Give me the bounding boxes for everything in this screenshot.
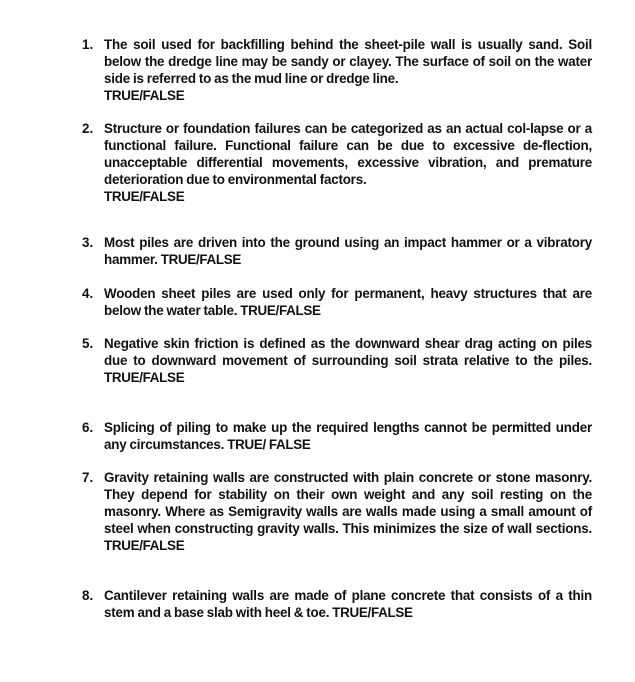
question-4 (82, 285, 592, 319)
question-text: Negative skin friction is defined as the downward shear drag acting on piles due to downward movement of surrounding soil strata relative to the piles. (104, 336, 592, 368)
question-text: Most piles are driven into the ground using an impact hammer or a vibratory hammer. (104, 235, 592, 267)
question-number: 8. (82, 588, 94, 603)
question-2 (82, 120, 592, 205)
question-number: 1. (82, 37, 94, 52)
true-false-answer: TRUE/FALSE (104, 538, 185, 553)
question-text: Gravity retaining walls are constructed with plain concrete or stone masonry. They depend for stability on their own weight and any soil resting on the masonry. Where as Semigravity walls are walls made using a small amount of steel when constructing gravity walls. This minimizes the size of wall sections. (104, 470, 592, 536)
question-text: The soil used for backfilling behind the sheet-pile wall is usually sand. Soil below the dredge line may be sandy or clayey. The surface of soil on the water side is referred to as the mud line or dredge line. (104, 37, 592, 86)
question-text: Wooden sheet piles are used only for permanent, heavy structures that are below the water table. (104, 286, 592, 318)
true-false-answer: TRUE/ FALSE (227, 437, 311, 452)
true-false-answer: TRUE/FALSE (160, 252, 242, 267)
question-number: 6. (82, 420, 94, 435)
question-6 (82, 419, 592, 453)
question-7 (82, 469, 592, 554)
question-3 (82, 234, 592, 268)
question-number: 5. (82, 336, 94, 351)
true-false-answer: TRUE/FALSE (104, 189, 185, 204)
question-5 (82, 335, 592, 386)
question-1 (82, 36, 592, 104)
question-text: Splicing of piling to make up the required lengths cannot be permitted under any circumstances. (104, 420, 592, 452)
question-number: 2. (82, 121, 94, 136)
true-false-answer: TRUE/FALSE (104, 370, 185, 385)
question-8 (82, 587, 592, 621)
true-false-answer: TRUE/FALSE (332, 605, 413, 620)
question-number: 7. (82, 470, 94, 485)
true-false-answer: TRUE/FALSE (240, 303, 321, 318)
true-false-answer: TRUE/FALSE (104, 88, 185, 103)
question-text: Cantilever retaining walls are made of plane concrete that consists of a thin stem and a base slab with heel & toe. (104, 588, 592, 620)
question-number: 3. (82, 235, 94, 250)
question-number: 4. (82, 286, 94, 301)
question-text: Structure or foundation failures can be categorized as an actual col-lapse or a functional failure. Functional failure can be due to excessive de-flection, unacceptable differential movements, excessive vibration, and premature deterioration due to environmental factors. (104, 121, 592, 187)
